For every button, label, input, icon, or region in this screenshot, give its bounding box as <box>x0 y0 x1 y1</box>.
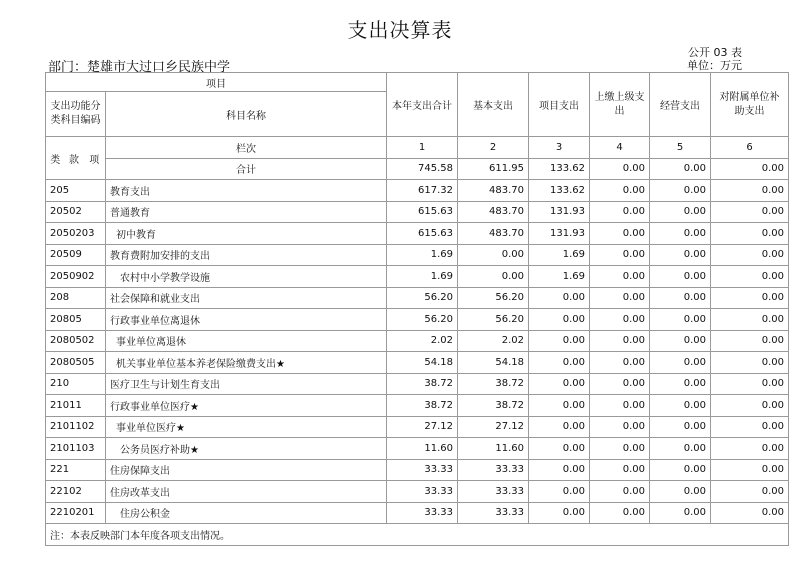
header-project: 项目支出 <box>529 73 590 137</box>
row-value: 615.63 <box>387 223 458 245</box>
row-value: 1.69 <box>529 244 590 266</box>
table-row <box>46 352 789 374</box>
row-value: 38.72 <box>387 395 458 417</box>
row-value: 0.00 <box>590 481 650 503</box>
row-value: 27.12 <box>458 416 529 438</box>
row-value: 0.00 <box>711 352 789 374</box>
table-row <box>46 481 789 503</box>
row-value: 54.18 <box>387 352 458 374</box>
header-subsidiary: 对附属单位补助支出 <box>711 73 789 137</box>
row-value: 483.70 <box>458 201 529 223</box>
row-value: 0.00 <box>590 244 650 266</box>
row-code: 221 <box>46 459 106 481</box>
header-column-index: 栏次 <box>106 137 387 159</box>
row-value: 56.20 <box>387 287 458 309</box>
row-code: 20805 <box>46 309 106 331</box>
row-value: 0.00 <box>529 330 590 352</box>
row-value: 0.00 <box>711 502 789 524</box>
row-value: 38.72 <box>458 373 529 395</box>
row-value: 0.00 <box>650 244 711 266</box>
total-value: 0.00 <box>650 158 711 180</box>
table-row <box>46 309 789 331</box>
header-xiang: 项 <box>84 137 106 180</box>
expenditure-table <box>45 72 789 546</box>
row-value: 0.00 <box>650 438 711 460</box>
row-value: 0.00 <box>590 352 650 374</box>
total-value: 611.95 <box>458 158 529 180</box>
row-value: 54.18 <box>458 352 529 374</box>
col-num: 1 <box>387 137 458 159</box>
row-value: 0.00 <box>711 223 789 245</box>
row-subject-name: 初中教育 <box>106 223 387 245</box>
table-row <box>46 373 789 395</box>
row-value: 0.00 <box>590 502 650 524</box>
row-value: 0.00 <box>711 180 789 202</box>
row-value: 0.00 <box>650 223 711 245</box>
row-value: 0.00 <box>650 180 711 202</box>
row-subject-name: 农村中小学教学设施 <box>106 266 387 288</box>
row-value: 615.63 <box>387 201 458 223</box>
row-code: 2080502 <box>46 330 106 352</box>
row-value: 131.93 <box>529 201 590 223</box>
row-value: 0.00 <box>590 201 650 223</box>
total-row <box>46 158 789 180</box>
department-label: 部门：楚雄市大过口乡民族中学 <box>48 60 231 75</box>
row-value: 0.00 <box>650 266 711 288</box>
header-annual-total: 本年支出合计 <box>387 73 458 137</box>
row-value: 0.00 <box>711 416 789 438</box>
row-value: 0.00 <box>590 438 650 460</box>
row-value: 0.00 <box>529 416 590 438</box>
table-note: 注：本表反映部门本年度各项支出情况。 <box>46 524 789 546</box>
header-subject-name: 科目名称 <box>106 92 387 137</box>
row-value: 0.00 <box>458 244 529 266</box>
row-value: 0.00 <box>529 438 590 460</box>
table-row <box>46 438 789 460</box>
row-value: 0.00 <box>529 395 590 417</box>
row-value: 0.00 <box>590 180 650 202</box>
table-row <box>46 330 789 352</box>
row-value: 0.00 <box>650 201 711 223</box>
row-value: 33.33 <box>458 481 529 503</box>
row-code: 210 <box>46 373 106 395</box>
row-value: 0.00 <box>529 459 590 481</box>
table-row <box>46 459 789 481</box>
row-code: 2210201 <box>46 502 106 524</box>
row-value: 0.00 <box>711 395 789 417</box>
row-value: 33.33 <box>458 459 529 481</box>
header-remit-upper: 上缴上级支出 <box>590 73 650 137</box>
row-code: 2101103 <box>46 438 106 460</box>
row-value: 1.69 <box>387 266 458 288</box>
row-value: 38.72 <box>458 395 529 417</box>
row-value: 483.70 <box>458 223 529 245</box>
row-value: 56.20 <box>458 309 529 331</box>
doc-code: 公开 03 表 <box>688 46 742 59</box>
row-value: 0.00 <box>529 287 590 309</box>
table-row <box>46 416 789 438</box>
header-item: 项目 <box>46 73 387 92</box>
row-code: 2101102 <box>46 416 106 438</box>
row-value: 11.60 <box>458 438 529 460</box>
row-subject-name: 行政事业单位离退休 <box>106 309 387 331</box>
row-value: 0.00 <box>590 287 650 309</box>
row-value: 0.00 <box>650 330 711 352</box>
row-subject-name: 事业单位医疗★ <box>106 416 387 438</box>
row-code: 20502 <box>46 201 106 223</box>
header-lei: 类 <box>46 137 65 180</box>
row-value: 0.00 <box>711 309 789 331</box>
row-value: 2.02 <box>458 330 529 352</box>
row-code: 205 <box>46 180 106 202</box>
table-row <box>46 201 789 223</box>
row-value: 0.00 <box>711 287 789 309</box>
row-value: 0.00 <box>650 395 711 417</box>
col-num: 4 <box>590 137 650 159</box>
col-num: 6 <box>711 137 789 159</box>
row-value: 0.00 <box>650 309 711 331</box>
row-value: 0.00 <box>529 352 590 374</box>
row-subject-name: 医疗卫生与计划生育支出 <box>106 373 387 395</box>
total-value: 745.58 <box>387 158 458 180</box>
row-value: 0.00 <box>590 373 650 395</box>
row-subject-name: 教育费附加安排的支出 <box>106 244 387 266</box>
col-num: 3 <box>529 137 590 159</box>
row-value: 131.93 <box>529 223 590 245</box>
row-value: 1.69 <box>529 266 590 288</box>
row-code: 21011 <box>46 395 106 417</box>
row-value: 617.32 <box>387 180 458 202</box>
row-value: 33.33 <box>387 502 458 524</box>
table-row <box>46 180 789 202</box>
row-value: 0.00 <box>711 438 789 460</box>
row-value: 0.00 <box>458 266 529 288</box>
row-value: 0.00 <box>650 287 711 309</box>
row-value: 483.70 <box>458 180 529 202</box>
row-subject-name: 机关事业单位基本养老保险缴费支出★ <box>106 352 387 374</box>
table-row <box>46 502 789 524</box>
row-value: 0.00 <box>650 416 711 438</box>
row-value: 0.00 <box>650 502 711 524</box>
row-value: 56.20 <box>387 309 458 331</box>
row-value: 0.00 <box>711 373 789 395</box>
row-value: 0.00 <box>650 459 711 481</box>
row-subject-name: 事业单位离退休 <box>106 330 387 352</box>
total-value: 0.00 <box>711 158 789 180</box>
header-kuan: 款 <box>65 137 84 180</box>
row-value: 27.12 <box>387 416 458 438</box>
row-value: 133.62 <box>529 180 590 202</box>
row-value: 33.33 <box>458 502 529 524</box>
row-subject-name: 行政事业单位医疗★ <box>106 395 387 417</box>
row-code: 2050902 <box>46 266 106 288</box>
row-value: 0.00 <box>529 502 590 524</box>
row-value: 0.00 <box>711 201 789 223</box>
row-code: 2050203 <box>46 223 106 245</box>
total-value: 0.00 <box>590 158 650 180</box>
header-operation: 经营支出 <box>650 73 711 137</box>
row-value: 38.72 <box>387 373 458 395</box>
row-subject-name: 普通教育 <box>106 201 387 223</box>
row-subject-name: 社会保障和就业支出 <box>106 287 387 309</box>
row-value: 0.00 <box>529 481 590 503</box>
row-value: 0.00 <box>650 481 711 503</box>
row-value: 0.00 <box>590 330 650 352</box>
row-value: 0.00 <box>711 481 789 503</box>
row-value: 0.00 <box>529 373 590 395</box>
row-value: 0.00 <box>650 373 711 395</box>
row-value: 0.00 <box>590 459 650 481</box>
row-value: 0.00 <box>711 244 789 266</box>
row-value: 0.00 <box>711 266 789 288</box>
row-subject-name: 住房改革支出 <box>106 481 387 503</box>
row-code: 20509 <box>46 244 106 266</box>
table-row <box>46 244 789 266</box>
unit-label: 单位：万元 <box>687 59 742 72</box>
note-row <box>46 524 789 546</box>
header-basic: 基本支出 <box>458 73 529 137</box>
row-value: 0.00 <box>590 266 650 288</box>
row-subject-name: 教育支出 <box>106 180 387 202</box>
row-value: 0.00 <box>711 330 789 352</box>
row-subject-name: 住房保障支出 <box>106 459 387 481</box>
row-value: 2.02 <box>387 330 458 352</box>
row-subject-name: 住房公积金 <box>106 502 387 524</box>
row-value: 0.00 <box>590 395 650 417</box>
row-value: 56.20 <box>458 287 529 309</box>
row-value: 0.00 <box>650 352 711 374</box>
table-row <box>46 287 789 309</box>
row-value: 33.33 <box>387 459 458 481</box>
row-value: 0.00 <box>590 309 650 331</box>
row-value: 0.00 <box>590 223 650 245</box>
col-num: 2 <box>458 137 529 159</box>
row-code: 208 <box>46 287 106 309</box>
row-value: 0.00 <box>529 309 590 331</box>
row-code: 2080505 <box>46 352 106 374</box>
row-value: 1.69 <box>387 244 458 266</box>
total-value: 133.62 <box>529 158 590 180</box>
table-row <box>46 223 789 245</box>
row-code: 22102 <box>46 481 106 503</box>
col-num: 5 <box>650 137 711 159</box>
row-value: 0.00 <box>711 459 789 481</box>
total-label: 合计 <box>106 158 387 180</box>
page-title: 支出决算表 <box>347 18 453 42</box>
table-row <box>46 266 789 288</box>
table-row <box>46 395 789 417</box>
row-subject-name: 公务员医疗补助★ <box>106 438 387 460</box>
header-func-class: 支出功能分类科目编码 <box>46 92 106 137</box>
row-value: 0.00 <box>590 416 650 438</box>
row-value: 11.60 <box>387 438 458 460</box>
row-value: 33.33 <box>387 481 458 503</box>
